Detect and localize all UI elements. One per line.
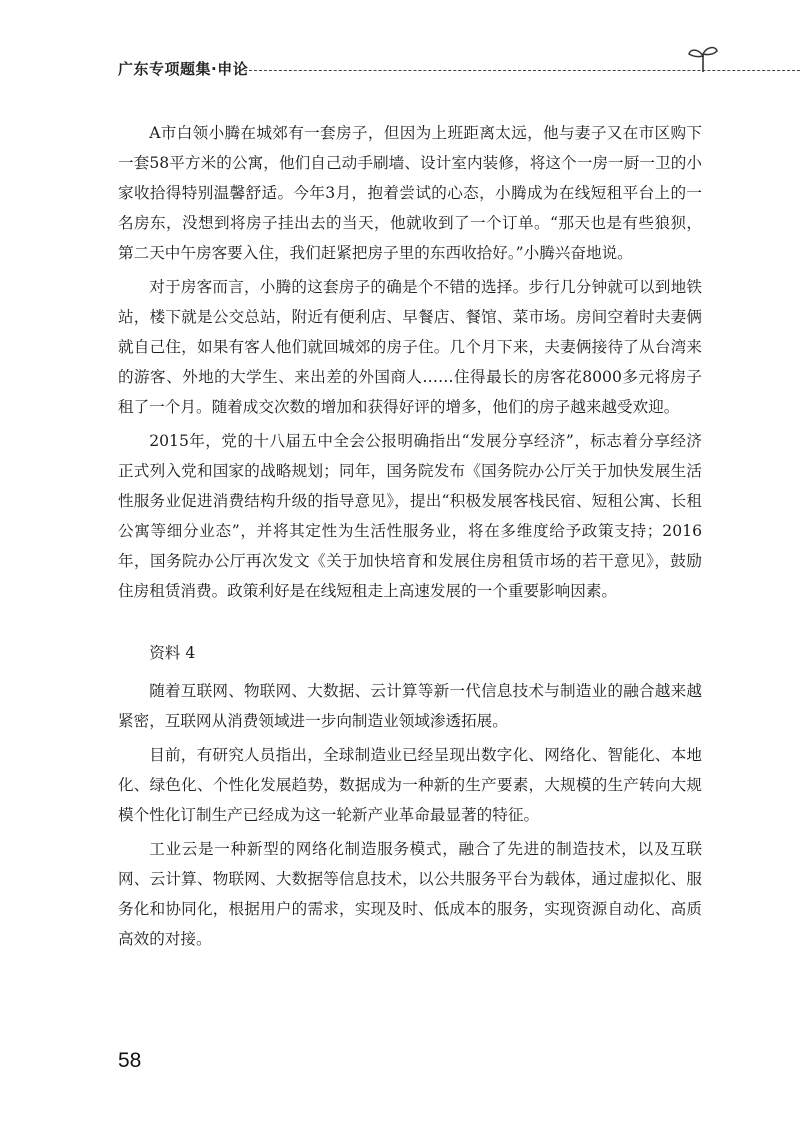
- section-label: 资料 4: [149, 644, 196, 662]
- sprout-icon: [686, 42, 720, 76]
- running-header: [118, 58, 718, 82]
- paragraph: A市白领小腾在城郊有一套房子，但因为上班距离太远，他与妻子又在市区购下一套58平方米的公寓，他们自己动手刷墙、设计室内装修，将这个一房一厨一卫的小家收拾得特别温馨舒适。今年3月，抱着尝试的心态，小腾成为在线短租平台上的一名房东，没想到将房子挂出去的当天，他就收到了一个订单。“那天也是有些狼狈，第二天中午房客要入住，我们赶紧把房子里的东西收拾好。”小腾兴奋地说。: [118, 124, 702, 262]
- paragraph: 目前，有研究人员指出，全球制造业已经呈现出数字化、网络化、智能化、本地化、绿色化、个性化发展趋势，数据成为一种新的生产要素，大规模的生产转向大规模个性化订制生产已经成为这一轮新产业革命最显著的特征。: [118, 746, 702, 824]
- running-header-title: 广东专项题集·申论: [118, 60, 249, 78]
- page-number: 58: [118, 1049, 142, 1072]
- paragraph: 2015年，党的十八届五中全会公报明确指出“发展分享经济”，标志着分享经济正式列入党和国家的战略规划；同年，国务院发布《国务院办公厅关于加快发展生活性服务业促进消费结构升级的指导意见》，提出“积极发展客栈民宿、短租公寓、长租公寓等细分业态”，并将其定性为生活性服务业，将在多维度给予政策支持；2016年，国务院办公厅再次发文《关于加快培育和发展住房租赁市场的若干意见》，鼓励住房租赁消费。政策利好是在线短租走上高速发展的一个重要影响因素。: [118, 432, 702, 600]
- page-body: [118, 118, 702, 958]
- paragraph: 对于房客而言，小腾的这套房子的确是个不错的选择。步行几分钟就可以到地铁站，楼下就是公交总站，附近有便利店、早餐店、餐馆、菜市场。房间空着时夫妻俩就自己住，如果有客人他们就回城郊的房子住。几个月下来，夫妻俩接待了从台湾来的游客、外地的大学生、来出差的外国商人……住得最长的房客花8000多元将房子租了一个月。随着成交次数的增加和获得好评的增多，他们的房子越来越受欢迎。: [118, 278, 702, 416]
- paragraph: 工业云是一种新型的网络化制造服务模式，融合了先进的制造技术，以及互联网、云计算、物联网、大数据等信息技术，以公共服务平台为载体，通过虚拟化、服务化和协同化，根据用户的需求，实现及时、低成本的服务，实现资源自动化、高质高效的对接。: [118, 840, 702, 948]
- paragraph: 随着互联网、物联网、大数据、云计算等新一代信息技术与制造业的融合越来越紧密，互联网从消费领域进一步向制造业领域渗透拓展。: [118, 682, 702, 730]
